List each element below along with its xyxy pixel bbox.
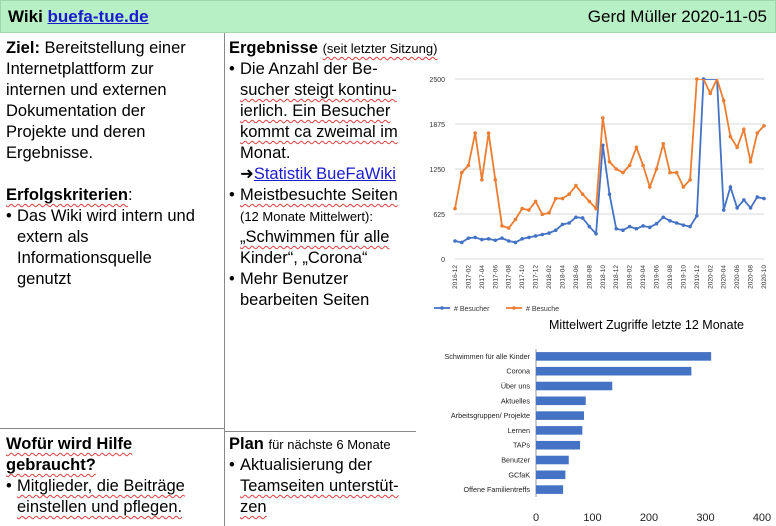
data-point	[742, 198, 746, 202]
help-title: gebraucht?	[6, 456, 96, 474]
data-point	[648, 226, 652, 230]
data-point	[755, 131, 759, 135]
results-line-sub: (12 Monate Mittelwert):	[240, 209, 373, 224]
data-point	[494, 238, 498, 242]
goal-label: Ziel	[6, 39, 35, 57]
data-point	[628, 164, 632, 168]
data-point	[554, 228, 558, 232]
data-point	[601, 116, 605, 120]
data-point	[668, 171, 672, 175]
goal-line: Internetplattform zur	[6, 60, 154, 78]
plan-section	[229, 434, 415, 518]
bar	[536, 382, 612, 391]
x-tick-label: 2018-12	[613, 265, 621, 289]
data-point	[735, 146, 739, 150]
x-tick-label: 2020-02	[707, 265, 715, 289]
results-line-text: ierlich. Ein Besucher	[240, 102, 391, 120]
data-point	[574, 215, 578, 219]
data-point	[729, 185, 733, 189]
data-point	[453, 239, 457, 243]
results-line-text: Meistbesuchte Seiten	[240, 186, 398, 204]
x-tick-label: 2019-08	[666, 265, 674, 289]
bar-category-label: Corona	[506, 366, 530, 376]
data-point	[554, 197, 558, 201]
data-point	[561, 197, 565, 201]
bar-category-label: Offene Familientreffs	[463, 485, 530, 495]
goal-line: Projekte und deren	[6, 123, 146, 141]
data-point	[695, 214, 699, 218]
data-point	[487, 131, 491, 135]
data-point	[534, 200, 538, 204]
data-point	[762, 197, 766, 201]
data-point	[541, 233, 545, 237]
bar	[536, 411, 584, 420]
data-point	[588, 200, 592, 204]
data-point	[755, 195, 759, 199]
x-tick-label: 2018-08	[586, 265, 594, 289]
data-point	[574, 184, 578, 188]
plan-bullet	[229, 455, 415, 518]
header-wiki-link[interactable]: buefa-tue.de	[47, 7, 149, 26]
data-point	[473, 236, 477, 240]
bar	[536, 485, 563, 494]
bar-category-label: Benutzer	[501, 455, 530, 465]
data-point	[661, 215, 665, 219]
legend-label: # Besucher	[454, 306, 490, 313]
bar-x-tick-label: 400	[752, 512, 772, 524]
data-point	[507, 239, 511, 243]
help-line-text: einstellen und pflegen.	[17, 498, 183, 516]
help-bullet	[6, 476, 222, 518]
data-point	[480, 238, 484, 242]
row-divider-left	[0, 428, 224, 429]
data-point	[514, 218, 518, 222]
results-title: Ergebnisse	[229, 39, 318, 57]
data-point	[749, 160, 753, 164]
data-point	[588, 225, 592, 229]
x-tick-label: 2020-06	[734, 265, 742, 289]
x-tick-label: 2017-08	[505, 265, 513, 289]
goal-line: Ergebnisse.	[6, 144, 94, 162]
plan-line	[240, 497, 415, 518]
bar-x-tick-label: 200	[639, 512, 659, 524]
top-pages-bar-chart	[418, 340, 776, 526]
y-tick-label: 2500	[429, 77, 445, 84]
data-point	[460, 171, 464, 175]
goal-text: Bereitstellung einer	[44, 39, 186, 57]
data-point	[682, 223, 686, 227]
plan-subtitle: für nächste 6 Monate	[268, 437, 391, 452]
header-bar	[0, 0, 776, 33]
data-point	[635, 146, 639, 150]
data-point	[500, 224, 504, 228]
plan-line: • Aktualisierung der	[240, 456, 373, 474]
bar	[536, 367, 691, 376]
data-point	[527, 208, 531, 212]
results-line-text: sucher steigt kontinu-	[240, 81, 397, 99]
bar-category-label: Arbeitsgruppen/ Projekte	[450, 411, 530, 421]
x-tick-label: 2017-06	[492, 265, 500, 289]
success-bullet	[6, 206, 222, 290]
legend-label: # Besuche	[526, 306, 560, 313]
data-point	[561, 223, 565, 227]
y-tick-label: 625	[433, 212, 445, 219]
results-line: • Die Anzahl der Be-	[240, 60, 378, 78]
bar	[536, 456, 569, 465]
x-tick-label: 2016-12	[452, 265, 459, 289]
data-point	[614, 227, 618, 231]
bar	[536, 441, 580, 450]
help-section	[6, 434, 222, 518]
data-point	[581, 192, 585, 196]
goal-line: Ziel: Bereitstellung einer	[6, 39, 186, 57]
x-tick-label: 2019-12	[693, 265, 701, 289]
data-point	[648, 185, 652, 189]
data-point	[682, 185, 686, 189]
data-point	[655, 222, 659, 226]
bar-x-tick-label: 0	[532, 512, 540, 524]
success-line: genutzt	[17, 270, 72, 288]
results-line: bearbeiten Seiten	[240, 291, 370, 309]
help-line	[17, 497, 222, 518]
bar	[536, 352, 711, 361]
bar-category-label: Schwimmen für alle Kinder	[444, 351, 530, 361]
data-point	[742, 128, 746, 132]
goal-line: internen und externen	[6, 81, 167, 99]
stat-link[interactable]: Statistik BueFaWiki	[253, 165, 396, 183]
data-point	[675, 171, 679, 175]
x-tick-label: 2020-04	[720, 265, 728, 289]
results-heading	[229, 38, 469, 59]
results-line: Monat.	[240, 144, 291, 162]
data-point	[675, 221, 679, 225]
plan-title: Plan	[229, 435, 264, 453]
data-point	[628, 225, 632, 229]
data-point	[735, 206, 739, 210]
data-point	[655, 167, 659, 171]
help-title: Wofür wird Hilfe	[6, 435, 133, 453]
data-point	[507, 226, 511, 230]
bar	[536, 426, 582, 435]
x-tick-label: 2017-10	[519, 265, 527, 289]
data-point	[467, 164, 471, 168]
bar-category-label: TAPs	[512, 440, 530, 450]
plan-line-text: zen	[240, 498, 267, 516]
data-point	[480, 178, 484, 182]
data-point	[661, 142, 665, 146]
data-point	[547, 211, 551, 215]
plan-line-text: Teamseiten unterstüt-	[240, 477, 399, 495]
data-point	[708, 92, 712, 96]
data-point	[581, 216, 585, 220]
bar-category-label: Lernen	[507, 425, 530, 435]
data-point	[520, 207, 524, 211]
data-point	[594, 232, 598, 236]
success-line: • Das Wiki wird intern und	[17, 207, 195, 225]
bar-category-label: Aktuelles	[500, 396, 530, 406]
x-tick-label: 2019-04	[640, 265, 648, 289]
header-prefix: Wiki	[8, 7, 43, 26]
results-line-text: kommt ca zweimal im	[240, 123, 398, 141]
bar	[536, 471, 565, 480]
data-point	[641, 164, 645, 168]
arrow-icon: ➜	[240, 165, 254, 183]
x-tick-label: 2019-06	[653, 265, 661, 289]
data-point	[487, 237, 491, 241]
data-point	[621, 228, 625, 232]
data-point	[608, 160, 612, 164]
data-point	[621, 171, 625, 175]
success-heading: Erfolgskriterien:	[6, 186, 133, 204]
goal-line: Dokumentation der	[6, 102, 146, 120]
data-point	[541, 213, 545, 217]
data-point	[688, 178, 692, 182]
header-title	[8, 7, 149, 27]
visitor-line-chart	[418, 70, 776, 320]
data-point	[749, 206, 753, 210]
y-tick-label: 1250	[429, 167, 445, 174]
data-point	[567, 221, 571, 225]
data-point	[614, 167, 618, 171]
bar-x-tick-label: 100	[583, 512, 602, 524]
legend-marker	[440, 306, 444, 310]
data-point	[722, 208, 726, 212]
data-point	[514, 241, 518, 245]
data-point	[594, 207, 598, 211]
data-point	[534, 234, 538, 238]
data-point	[453, 207, 457, 211]
data-point	[722, 99, 726, 103]
plan-heading	[229, 434, 415, 455]
x-tick-label: 2018-06	[572, 265, 580, 289]
bar-category-label: Über uns	[500, 381, 530, 391]
x-tick-label: 2019-02	[626, 265, 634, 289]
bar-chart-title: Mittelwert Zugriffe letzte 12 Monate	[549, 318, 744, 332]
success-line: extern als	[17, 228, 89, 246]
help-line-text: Mitglieder, die Beiträge	[17, 477, 185, 495]
x-tick-label: 2018-04	[559, 265, 567, 289]
header-author-date: Gerd Müller 2020-11-05	[587, 7, 767, 26]
results-line-text: „Schwimmen für alle	[240, 228, 390, 246]
y-tick-label: 0	[441, 257, 445, 264]
data-point	[668, 219, 672, 223]
data-point	[520, 237, 524, 241]
goal-section	[6, 38, 222, 290]
data-point	[729, 135, 733, 139]
x-tick-label: 2019-10	[680, 265, 688, 289]
x-tick-label: 2017-04	[478, 265, 486, 289]
x-tick-label: 2017-02	[465, 265, 473, 289]
data-point	[460, 241, 464, 245]
data-point	[473, 131, 477, 135]
bar-category-label: GCfaK	[508, 470, 530, 480]
legend-marker	[512, 306, 516, 310]
x-tick-label: 2020-10	[761, 265, 768, 289]
data-point	[762, 124, 766, 128]
help-line	[17, 476, 222, 497]
results-line: Kinder“, „Corona“	[240, 249, 368, 267]
data-point	[500, 236, 504, 240]
data-point	[608, 192, 612, 196]
y-tick-label: 1875	[429, 122, 445, 129]
x-tick-label: 2017-12	[532, 265, 540, 289]
data-point	[688, 225, 692, 229]
x-tick-label: 2018-10	[599, 265, 607, 289]
data-point	[467, 236, 471, 240]
row-divider-middle	[224, 431, 416, 432]
bar	[536, 397, 586, 406]
data-point	[527, 236, 531, 240]
results-line: • Mehr Benutzer	[240, 270, 349, 288]
data-point	[547, 231, 551, 235]
bar-x-tick-label: 300	[696, 512, 715, 524]
success-label: Erfolgskriterien	[6, 186, 128, 204]
data-point	[695, 77, 699, 81]
results-subtitle: (seit letzter Sitzung)	[322, 41, 438, 56]
plan-line	[240, 476, 415, 497]
x-tick-label: 2020-08	[747, 265, 755, 289]
column-divider	[224, 33, 225, 526]
success-line: Informationsquelle	[17, 249, 152, 267]
data-point	[635, 227, 639, 231]
data-point	[494, 178, 498, 182]
x-tick-label: 2018-02	[546, 265, 554, 289]
data-point	[567, 192, 571, 196]
data-point	[641, 224, 645, 228]
